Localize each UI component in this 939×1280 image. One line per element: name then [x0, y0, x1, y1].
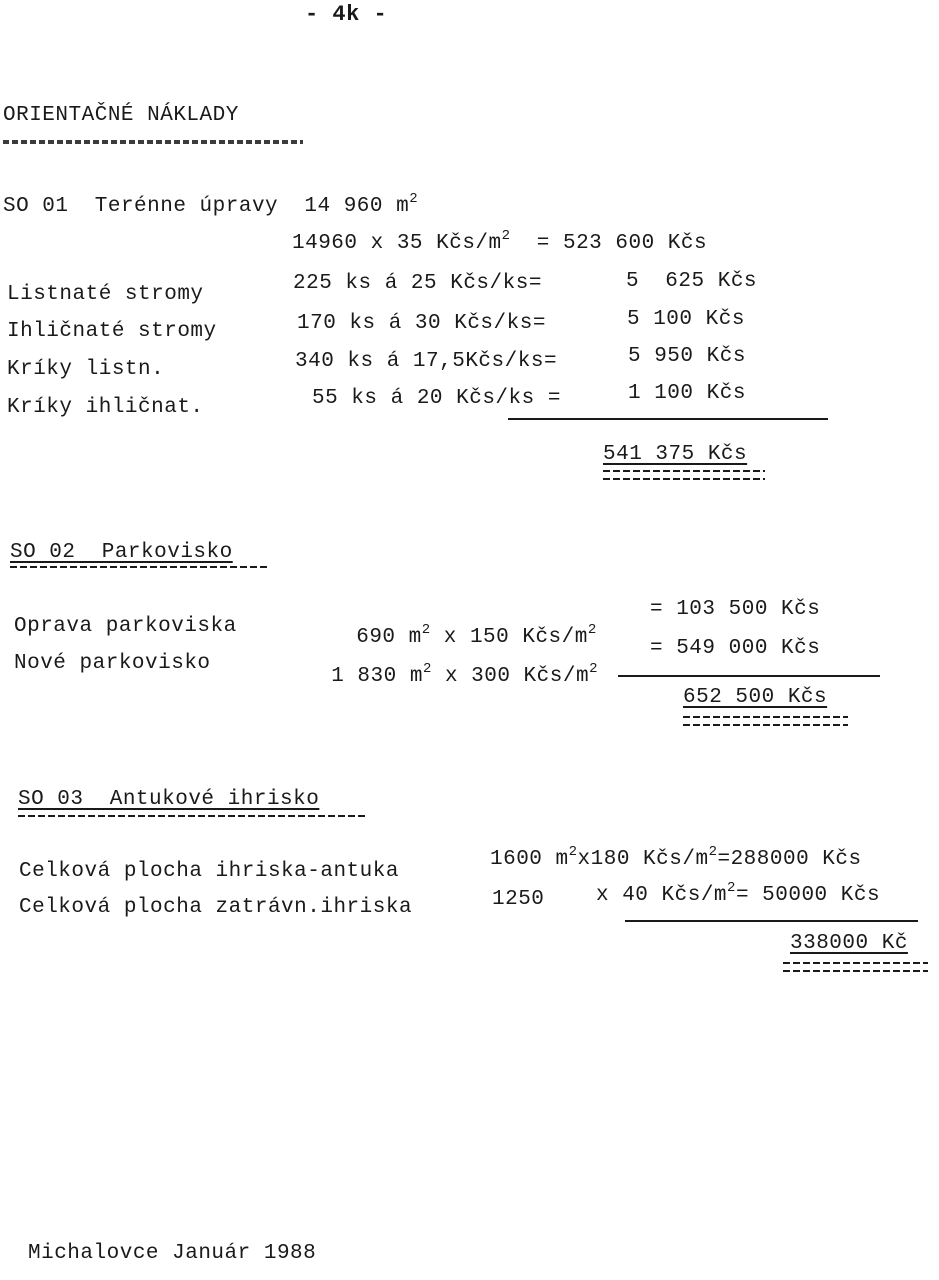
so01-row-calc: 55 ks á 20 Kčs/ks = [312, 387, 561, 410]
so03-row2-label: Celková plocha zatrávn.ihriska [19, 896, 413, 919]
so03-row1-calc [490, 844, 862, 871]
so03-sum-rule [625, 920, 918, 922]
so01-area-exponent: 2 [409, 191, 419, 207]
so01-row-label: Kríky listn. [7, 358, 165, 381]
so01-main-calc-sum: = 523 600 Kčs [536, 232, 708, 255]
so02-title: SO 02 Parkovisko [10, 541, 233, 564]
so03-row2-calc-b: x 40 Kčs/m [596, 884, 728, 907]
so02-row-sum: = 103 500 Kčs [650, 598, 821, 621]
page-heading: ORIENTAČNÉ NÁKLADY [3, 104, 239, 127]
so02-row-calc-b: x 300 Kčs/m [431, 665, 590, 688]
so02-title-underline [10, 566, 268, 568]
so02-row-label: Oprava parkoviska [14, 615, 237, 638]
so03-title: SO 03 Antukové ihrisko [18, 788, 320, 811]
so03-row2-calc-exponent: 2 [727, 880, 736, 896]
so01-main-calc-a: 14960 x 35 Kčs/m [292, 232, 502, 255]
so02-row-calc-a: 690 m [356, 626, 422, 649]
so01-row-sum: 5 950 Kčs [628, 345, 746, 368]
so03-row1-calc-b: x180 Kčs/m [577, 848, 709, 871]
so01-row-label: Kríky ihličnat. [7, 396, 204, 419]
so02-row-calc-exponent: 2 [587, 622, 597, 638]
so03-row1-calc-exponent: 2 [568, 844, 578, 860]
so01-row-calc: 340 ks á 17,5Kčs/ks= [295, 350, 558, 373]
so01-total-double-underline [603, 470, 765, 472]
heading-underline [3, 140, 303, 144]
so02-total: 652 500 Kčs [683, 686, 828, 709]
so01-total-double-underline [603, 478, 765, 480]
so01-total: 541 375 Kčs [603, 443, 748, 466]
so01-area: 14 960 m [304, 195, 410, 218]
so02-row-calc-a: 1 830 m [331, 665, 423, 688]
so03-row2-calc-c: = 50000 Kčs [735, 884, 881, 907]
so02-row-calc-exponent: 2 [421, 622, 431, 638]
so02-total-double-underline [683, 716, 848, 718]
so03-row1-calc-exponent: 2 [708, 844, 718, 860]
so03-row1-calc-a: 1600 m [490, 848, 569, 871]
so02-row-sum: = 549 000 Kčs [650, 637, 821, 660]
so01-row-calc: 170 ks á 30 Kčs/ks= [297, 312, 546, 335]
so02-row-label: Nové parkovisko [14, 652, 211, 675]
so01-row-label: Listnaté stromy [7, 283, 204, 306]
so01-row-sum: 5 625 Kčs [626, 270, 758, 293]
so03-row1-calc-c: =288000 Kčs [717, 848, 862, 871]
so01-main-calc-exponent: 2 [501, 228, 511, 244]
so01-row-calc: 225 ks á 25 Kčs/ks= [293, 272, 542, 295]
so01-main-calc [292, 228, 708, 255]
so03-row2-area: 1250 [492, 888, 545, 911]
so01-sum-rule [508, 418, 828, 420]
so03-row1-label: Celková plocha ihriska-antuka [19, 860, 399, 883]
so02-total-double-underline [683, 724, 848, 726]
so01-row-label: Ihličnaté stromy [7, 320, 217, 343]
so02-row-calc-b: x 150 Kčs/m [430, 626, 588, 649]
so03-total: 338000 Kč [790, 932, 908, 955]
so02-row-calc [305, 642, 598, 688]
so03-row2-calc [596, 880, 881, 907]
so03-title-underline [18, 815, 365, 817]
so02-sum-rule [618, 675, 880, 677]
so01-row-sum: 5 100 Kčs [627, 308, 745, 331]
so03-total-double-underline [783, 970, 928, 972]
so01-code: SO 01 [3, 195, 69, 218]
so01-title [3, 191, 419, 218]
so02-row-calc-exponent: 2 [422, 661, 432, 677]
page-number: - 4k - [305, 2, 388, 27]
so01-row-sum: 1 100 Kčs [628, 382, 746, 405]
so01-name: Terénne úpravy [94, 195, 279, 218]
so03-total-double-underline [783, 962, 928, 964]
so02-row-calc-exponent: 2 [589, 661, 598, 677]
place-date: Michalovce Január 1988 [28, 1242, 317, 1265]
